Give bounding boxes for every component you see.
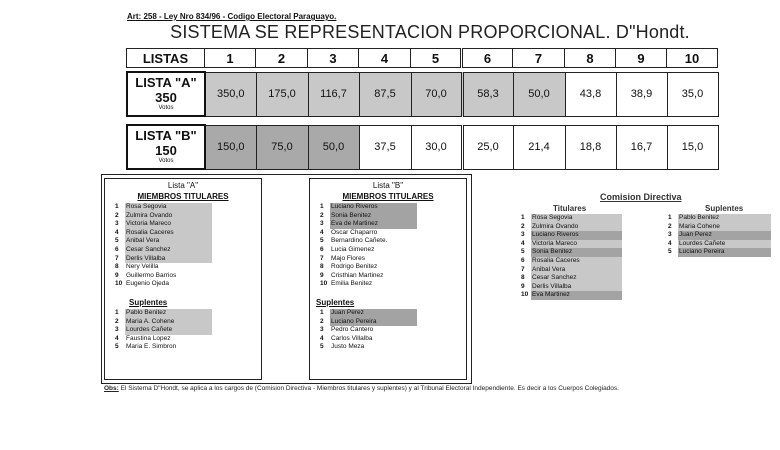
votes-label: Votos xyxy=(158,105,174,111)
lista-votes: 350 xyxy=(155,89,177,105)
divisor-header: 4 xyxy=(359,49,411,68)
list-item: 5 Justo Meza xyxy=(320,343,365,351)
suplentes-list xyxy=(115,309,261,352)
list-item: 1 Rosa Segovia xyxy=(115,203,261,212)
list-item: 7 Derlis Villalba xyxy=(115,255,261,264)
quotient-cell: 350,0 xyxy=(205,72,256,116)
divisor-header: 8 xyxy=(565,49,616,68)
comision-suplentes-list xyxy=(668,214,771,257)
list-item: 1 Rosa Segovia xyxy=(521,214,622,223)
quotient-cell: 175,0 xyxy=(256,72,308,116)
quotient-cell: 38,9 xyxy=(616,72,667,116)
list-item: 4 Rosalia Caceres xyxy=(115,229,261,238)
list-item: 10 Emilia Benitez xyxy=(320,280,373,288)
titulares-list xyxy=(320,203,466,289)
list-item: 4 Victoria Mareco xyxy=(521,240,622,249)
list-item: 6 Lucia Gimenez xyxy=(320,245,375,253)
list-item: 1 Juan Perez xyxy=(320,309,466,318)
list-item: 3 Pedro Cantero xyxy=(320,326,374,334)
lista-votes: 150 xyxy=(155,142,177,158)
quotient-cell: 21,4 xyxy=(513,125,565,169)
quotient-cell: 150,0 xyxy=(205,125,256,169)
list-item: 5 Maria E. Simbron xyxy=(115,343,177,351)
list-item: 7 Anibal Vera xyxy=(521,266,622,275)
quotient-cell: 30,0 xyxy=(411,125,462,169)
comision-title: Comision Directiva xyxy=(600,192,682,202)
list-item: 6 Cesar Sanchez xyxy=(115,246,261,255)
divisor-header: 9 xyxy=(616,49,667,68)
article-reference: Art: 258 - Ley Nro 834/96 - Codigo Electoral Paraguayo. xyxy=(127,12,337,21)
votes-label: Votos xyxy=(158,158,174,164)
list-item: 5 Sonia Benitez xyxy=(521,248,622,257)
divisor-header: 7 xyxy=(513,49,565,68)
listas-header: LISTAS xyxy=(127,49,205,68)
list-item: 5 Bernardino Cañete. xyxy=(320,237,388,245)
quotient-cell: 35,0 xyxy=(667,72,718,116)
quotient-cell: 25,0 xyxy=(462,125,513,169)
lista-b-label xyxy=(127,125,205,169)
divisor-header: 6 xyxy=(462,49,513,68)
list-item: 3 Lourdes Cañete xyxy=(115,326,261,335)
list-item: 1 Pablo Benitez xyxy=(668,214,771,223)
list-item: 2 Maria A. Cohene xyxy=(115,318,261,327)
comision-titulares-heading: Titulares xyxy=(553,204,587,213)
suplentes-heading: Suplentes xyxy=(316,297,355,307)
lista-name: LISTA "A" xyxy=(135,75,197,91)
divisor-header: 3 xyxy=(308,49,359,68)
lista-a-title: Lista "A" xyxy=(167,181,199,190)
suplentes-list xyxy=(320,309,466,352)
quotient-cell: 87,5 xyxy=(359,72,411,116)
lista-name: LISTA "B" xyxy=(135,128,197,144)
list-item: 6 Rosalia Caceres xyxy=(521,257,622,266)
list-item: 10 Eugenio Ojeda xyxy=(115,280,170,288)
quotient-cell: 58,3 xyxy=(462,72,513,116)
quotient-cell: 15,0 xyxy=(667,125,718,169)
list-item: 3 Juan Perez xyxy=(668,231,771,240)
list-item: 2 Maria Cohene xyxy=(668,223,771,232)
quotient-cell: 50,0 xyxy=(513,72,565,116)
quotient-cell: 43,8 xyxy=(565,72,616,116)
observation-note xyxy=(104,385,619,392)
list-item: 4 Carlos Villalba xyxy=(320,334,373,342)
lista-b-title: Lista "B" xyxy=(372,181,404,190)
list-item: 4 Lourdes Cañete xyxy=(668,240,771,249)
quotient-cell: 37,5 xyxy=(359,125,411,169)
suplentes-heading: Suplentes xyxy=(129,297,168,307)
lista-b-row-table xyxy=(126,124,719,170)
list-item: 9 Guillermo Barrios xyxy=(115,271,177,279)
titulares-heading: MIEMBROS TITULARES xyxy=(342,192,434,201)
lista-a-members-box xyxy=(104,178,262,380)
quotient-cell: 75,0 xyxy=(256,125,308,169)
list-item: 4 Faustina Lopez xyxy=(115,334,171,342)
list-item: 9 Derlis Villalba xyxy=(521,283,622,292)
list-item: 2 Zulmira Ovando xyxy=(115,212,261,221)
list-item: 2 Sonia Benitez xyxy=(320,212,466,221)
quotient-cell: 116,7 xyxy=(308,72,359,116)
list-item: 9 Cristhian Martinez xyxy=(320,271,384,279)
divisor-header: 10 xyxy=(667,49,718,68)
list-item: 1 Luciano Riveros xyxy=(320,203,466,212)
divisor-header: 1 xyxy=(205,49,256,68)
divisor-header-table xyxy=(126,48,718,68)
divisor-header: 2 xyxy=(256,49,308,68)
obs-label: Obs: xyxy=(104,385,119,392)
list-item: 8 Nery Velilla xyxy=(115,263,159,271)
list-item: 10 Eva Martinez xyxy=(521,291,622,300)
list-item: 5 Luciano Pereira xyxy=(668,248,771,257)
comision-titulares-list xyxy=(521,214,622,300)
lista-a-row-table xyxy=(126,71,719,117)
list-item: 2 Luciano Pereira xyxy=(320,318,466,327)
quotient-cell: 50,0 xyxy=(308,125,359,169)
list-item: 3 Eva de Martinez xyxy=(320,220,466,229)
list-item: 4 Oscar Chaparro xyxy=(320,228,378,236)
quotient-cell: 18,8 xyxy=(565,125,616,169)
titulares-heading: MIEMBROS TITULARES xyxy=(137,192,229,201)
comision-suplentes-heading: Suplentes xyxy=(705,204,744,213)
lista-a-label xyxy=(127,72,205,116)
quotient-cell: 70,0 xyxy=(411,72,462,116)
obs-text: El Sistema D"Hondt, se aplica a los cargos de (Comision Directiva - Miembros titulares y suplentes) y al Tribunal Electoral Independiente. Es decir a los Cuerpos Colegiados. xyxy=(120,385,619,392)
list-item: 3 Victoria Mareco xyxy=(115,220,261,229)
page-title: SISTEMA SE REPRESENTACION PROPORCIONAL. D"Hondt. xyxy=(170,22,690,42)
list-item: 5 Anibal Vera xyxy=(115,237,261,246)
list-item: 1 Pablo Benitez xyxy=(115,309,261,318)
quotient-cell: 16,7 xyxy=(616,125,667,169)
list-item: 3 Luciano Riveros xyxy=(521,231,622,240)
list-item: 8 Rodrigo Benitez xyxy=(320,263,378,271)
list-item: 7 Majo Flores xyxy=(320,254,365,262)
divisor-header: 5 xyxy=(411,49,462,68)
lista-b-members-box xyxy=(309,178,467,380)
list-item: 2 Zulmira Ovando xyxy=(521,223,622,232)
list-item: 8 Cesar Sanchez xyxy=(521,274,622,283)
titulares-list xyxy=(115,203,261,289)
